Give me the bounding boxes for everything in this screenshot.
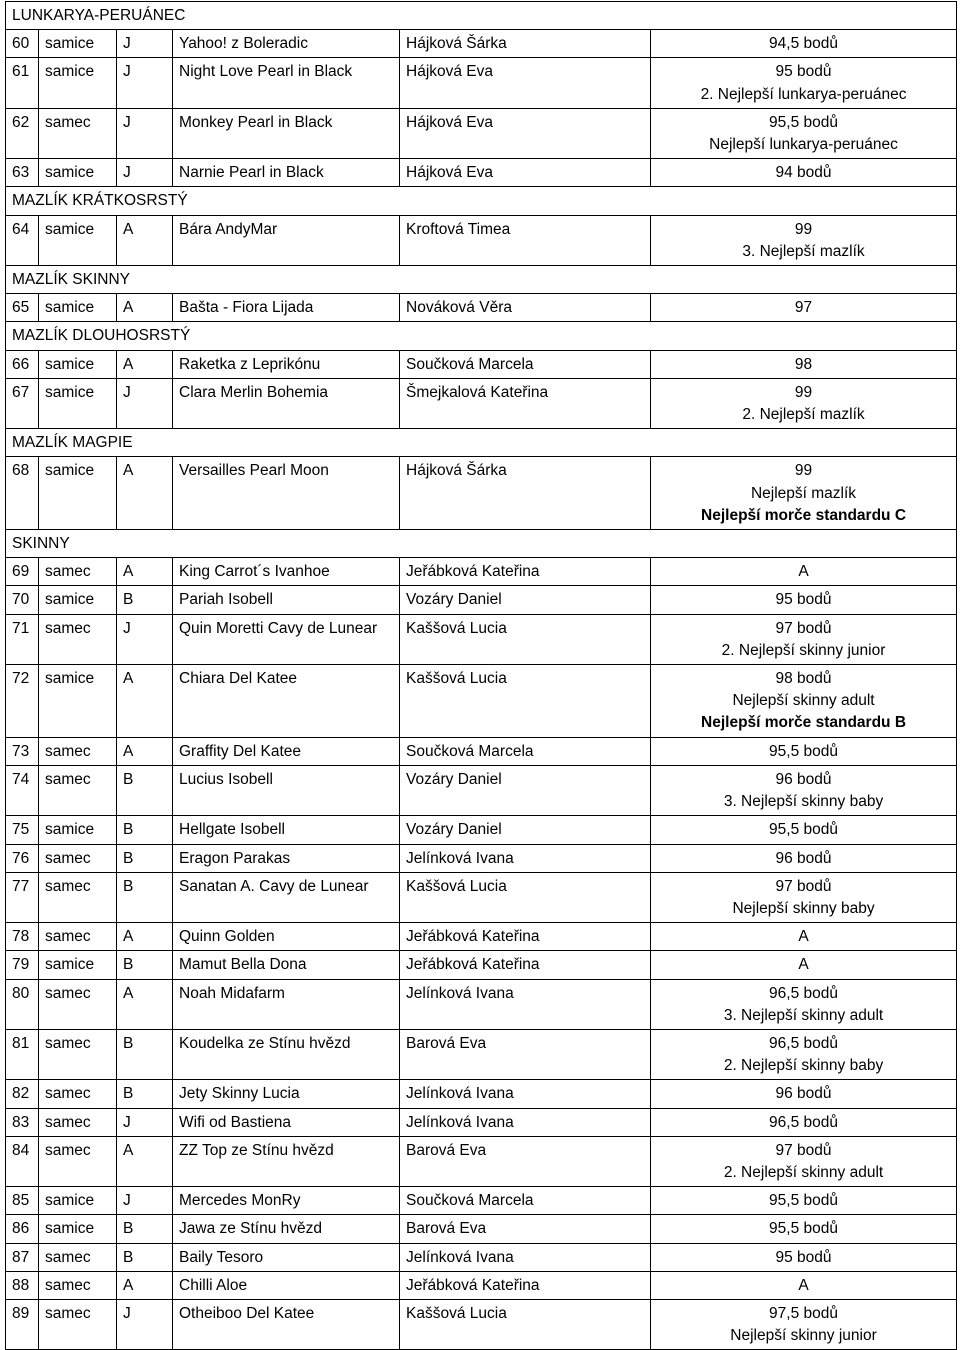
entry-award: 2. Nejlepší skinny baby [723,1057,884,1075]
entry-result [651,159,957,187]
entry-number: 75 [6,816,39,844]
entry-sex: samice [39,294,117,322]
table-row [6,979,957,1029]
entry-result [651,765,957,815]
entry-sex: samice [39,350,117,378]
entry-class: J [117,58,173,108]
entry-number: 74 [6,765,39,815]
table-row [6,108,957,158]
entry-result [651,872,957,922]
entry-animal-name: ZZ Top ze Stínu hvězd [173,1136,400,1186]
entry-sex: samec [39,765,117,815]
entry-animal-name: Clara Merlin Bohemia [173,378,400,428]
entry-animal-name: Quin Moretti Cavy de Lunear [173,614,400,664]
entry-owner: Kaššová Lucia [400,872,651,922]
entry-class: B [117,951,173,979]
table-row [6,457,957,530]
entry-score: 95,5 bodů [769,821,838,839]
entry-score: 99 [794,462,813,480]
entry-award: 3. Nejlepší skinny adult [723,1006,884,1024]
table-row [6,215,957,265]
entry-owner: Jelínková Ivana [400,844,651,872]
entry-number: 79 [6,951,39,979]
entry-result [651,457,957,530]
entry-result [651,844,957,872]
entry-animal-name: Raketka z Leprikónu [173,350,400,378]
entry-sex: samec [39,1243,117,1271]
entry-result [651,58,957,108]
entry-award: 3. Nejlepší mazlík [742,242,865,260]
section-header-row [6,530,957,558]
entry-score: 96 bodů [775,1085,832,1103]
entry-award: Nejlepší skinny junior [730,1327,877,1345]
entry-class: A [117,1136,173,1186]
entry-number: 72 [6,665,39,738]
entry-result [651,1080,957,1108]
entry-number: 83 [6,1108,39,1136]
entry-sex: samice [39,1215,117,1243]
entry-score: 96,5 bodů [769,984,838,1002]
entry-sex: samec [39,872,117,922]
entry-owner: Hájková Eva [400,108,651,158]
entry-class: J [117,1108,173,1136]
entry-number: 66 [6,350,39,378]
entry-class: A [117,923,173,951]
entry-number: 73 [6,737,39,765]
entry-number: 85 [6,1187,39,1215]
results-table [5,1,957,1350]
entry-result [651,979,957,1029]
entry-score: 97 bodů [775,877,832,895]
entry-number: 87 [6,1243,39,1271]
entry-sex: samice [39,215,117,265]
entry-result [651,1187,957,1215]
entry-result [651,1136,957,1186]
entry-score: 95,5 bodů [769,1192,838,1210]
table-row [6,1136,957,1186]
entry-class: J [117,1187,173,1215]
entry-award: 2. Nejlepší lunkarya-peruánec [700,85,907,103]
entry-score: 96 bodů [775,849,832,867]
table-row [6,844,957,872]
entry-number: 76 [6,844,39,872]
entry-owner: Vozáry Daniel [400,765,651,815]
entry-sex: samice [39,665,117,738]
entry-animal-name: Baily Tesoro [173,1243,400,1271]
entry-number: 86 [6,1215,39,1243]
entry-result [651,378,957,428]
entry-sex: samice [39,586,117,614]
entry-class: A [117,1271,173,1299]
table-row [6,665,957,738]
entry-owner: Jeřábková Kateřina [400,951,651,979]
entry-animal-name: Lucius Isobell [173,765,400,815]
entry-owner: Hájková Eva [400,159,651,187]
entry-result [651,614,957,664]
entry-class: B [117,872,173,922]
table-row [6,30,957,58]
entry-animal-name: Mamut Bella Dona [173,951,400,979]
table-row [6,872,957,922]
entry-owner: Součková Marcela [400,350,651,378]
entry-award: Nejlepší morče standardu C [701,506,907,524]
entry-sex: samec [39,1299,117,1349]
table-row [6,737,957,765]
entry-owner: Barová Eva [400,1029,651,1079]
entry-class: B [117,586,173,614]
table-row [6,923,957,951]
entry-number: 67 [6,378,39,428]
entry-result [651,1029,957,1079]
section-header-row [6,187,957,215]
entry-score: A [798,956,809,974]
entry-number: 60 [6,30,39,58]
entry-result [651,951,957,979]
entry-class: A [117,457,173,530]
entry-number: 81 [6,1029,39,1079]
entry-award: Nejlepší lunkarya-peruánec [709,136,898,154]
entry-owner: Hájková Šárka [400,30,651,58]
entry-sex: samice [39,58,117,108]
entry-award: 2. Nejlepší mazlík [742,406,865,424]
entry-owner: Barová Eva [400,1136,651,1186]
entry-score: 98 bodů [775,670,832,688]
entry-result [651,1243,957,1271]
entry-class: J [117,159,173,187]
entry-result [651,108,957,158]
entry-owner: Vozáry Daniel [400,816,651,844]
entry-result [651,923,957,951]
table-row [6,1187,957,1215]
entry-animal-name: Versailles Pearl Moon [173,457,400,530]
entry-number: 64 [6,215,39,265]
section-title: MAZLÍK DLOUHOSRSTÝ [6,322,957,350]
table-row [6,1243,957,1271]
entry-score: 96,5 bodů [769,1113,838,1131]
table-row [6,1271,957,1299]
table-row [6,1108,957,1136]
entry-number: 63 [6,159,39,187]
entry-animal-name: Bára AndyMar [173,215,400,265]
section-header-row [6,2,957,30]
entry-score: 97,5 bodů [769,1304,838,1322]
table-row [6,1299,957,1349]
entry-owner: Šmejkalová Kateřina [400,378,651,428]
entry-score: 97 [794,299,813,317]
section-title: MAZLÍK KRÁTKOSRSTÝ [6,187,957,215]
entry-animal-name: Chiara Del Katee [173,665,400,738]
entry-animal-name: Sanatan A. Cavy de Lunear [173,872,400,922]
entry-owner: Hájková Šárka [400,457,651,530]
entry-award: 3. Nejlepší skinny baby [723,793,884,811]
entry-sex: samec [39,844,117,872]
entry-score: 95,5 bodů [769,742,838,760]
entry-class: A [117,558,173,586]
entry-result [651,350,957,378]
section-title: MAZLÍK MAGPIE [6,429,957,457]
entry-score: 95 bodů [775,591,832,609]
entry-animal-name: King Carrot´s Ivanhoe [173,558,400,586]
entry-animal-name: Otheiboo Del Katee [173,1299,400,1349]
section-title: LUNKARYA-PERUÁNEC [6,2,957,30]
entry-score: 99 [794,220,813,238]
entry-number: 62 [6,108,39,158]
table-row [6,1215,957,1243]
table-row [6,159,957,187]
entry-result [651,737,957,765]
entry-owner: Jeřábková Kateřina [400,923,651,951]
entry-owner: Součková Marcela [400,1187,651,1215]
entry-class: A [117,294,173,322]
entry-owner: Nováková Věra [400,294,651,322]
entry-animal-name: Pariah Isobell [173,586,400,614]
entry-animal-name: Narnie Pearl in Black [173,159,400,187]
entry-number: 71 [6,614,39,664]
entry-score: 96,5 bodů [769,1034,838,1052]
entry-sex: samec [39,614,117,664]
entry-result [651,1271,957,1299]
entry-owner: Kroftová Timea [400,215,651,265]
entry-owner: Kaššová Lucia [400,1299,651,1349]
entry-number: 70 [6,586,39,614]
table-row [6,816,957,844]
entry-class: J [117,614,173,664]
entry-number: 69 [6,558,39,586]
entry-owner: Jelínková Ivana [400,1080,651,1108]
entry-animal-name: Mercedes MonRy [173,1187,400,1215]
entry-sex: samice [39,951,117,979]
entry-class: B [117,816,173,844]
entry-owner: Jelínková Ivana [400,1243,651,1271]
entry-number: 88 [6,1271,39,1299]
entry-sex: samice [39,30,117,58]
entry-score: A [798,1276,809,1294]
entry-result [651,30,957,58]
section-title: MAZLÍK SKINNY [6,266,957,294]
entry-sex: samec [39,979,117,1029]
entry-animal-name: Wifi od Bastiena [173,1108,400,1136]
table-row [6,378,957,428]
section-header-row [6,429,957,457]
entry-animal-name: Bašta - Fiora Lijada [173,294,400,322]
entry-number: 77 [6,872,39,922]
entry-animal-name: Quinn Golden [173,923,400,951]
entry-class: A [117,665,173,738]
table-row [6,765,957,815]
entry-award: Nejlepší skinny baby [732,899,875,917]
entry-sex: samice [39,159,117,187]
entry-owner: Barová Eva [400,1215,651,1243]
section-title: SKINNY [6,530,957,558]
entry-sex: samec [39,558,117,586]
table-row [6,614,957,664]
entry-result [651,665,957,738]
entry-class: A [117,737,173,765]
table-row [6,58,957,108]
entry-class: B [117,765,173,815]
entry-number: 65 [6,294,39,322]
entry-owner: Jeřábková Kateřina [400,558,651,586]
entry-award: Nejlepší morče standardu B [701,714,907,732]
entry-class: A [117,215,173,265]
entry-score: 97 bodů [775,619,832,637]
entry-class: A [117,350,173,378]
entry-sex: samec [39,108,117,158]
entry-number: 78 [6,923,39,951]
entry-number: 80 [6,979,39,1029]
entry-class: B [117,1029,173,1079]
entry-owner: Hájková Eva [400,58,651,108]
table-row [6,1029,957,1079]
entry-result [651,1108,957,1136]
entry-score: A [798,563,809,581]
entry-result [651,558,957,586]
entry-number: 68 [6,457,39,530]
entry-award: 2. Nejlepší skinny junior [721,641,886,659]
entry-sex: samec [39,737,117,765]
entry-animal-name: Chilli Aloe [173,1271,400,1299]
entry-result [651,1299,957,1349]
table-row [6,558,957,586]
entry-animal-name: Yahoo! z Boleradic [173,30,400,58]
entry-owner: Součková Marcela [400,737,651,765]
entry-animal-name: Koudelka ze Stínu hvězd [173,1029,400,1079]
entry-award: 2. Nejlepší skinny adult [723,1163,884,1181]
entry-owner: Jeřábková Kateřina [400,1271,651,1299]
entry-result [651,294,957,322]
entry-score: A [798,928,809,946]
entry-result [651,1215,957,1243]
entry-owner: Jelínková Ivana [400,979,651,1029]
entry-sex: samec [39,1029,117,1079]
table-row [6,350,957,378]
entry-owner: Jelínková Ivana [400,1108,651,1136]
entry-number: 89 [6,1299,39,1349]
entry-score: 95 bodů [775,1248,832,1266]
table-row [6,294,957,322]
entry-animal-name: Jety Skinny Lucia [173,1080,400,1108]
entry-sex: samec [39,923,117,951]
entry-score: 98 [794,355,813,373]
entry-class: J [117,378,173,428]
entry-animal-name: Eragon Parakas [173,844,400,872]
entry-score: 95,5 bodů [769,113,838,131]
entry-owner: Vozáry Daniel [400,586,651,614]
entry-class: J [117,108,173,158]
entry-sex: samec [39,1136,117,1186]
entry-owner: Kaššová Lucia [400,614,651,664]
entry-sex: samice [39,1187,117,1215]
entry-sex: samec [39,1271,117,1299]
table-row [6,951,957,979]
table-row [6,1080,957,1108]
entry-animal-name: Jawa ze Stínu hvězd [173,1215,400,1243]
entry-score: 95 bodů [775,63,832,81]
entry-result [651,586,957,614]
entry-class: J [117,1299,173,1349]
entry-class: B [117,1080,173,1108]
entry-animal-name: Noah Midafarm [173,979,400,1029]
entry-animal-name: Graffity Del Katee [173,737,400,765]
entry-animal-name: Monkey Pearl in Black [173,108,400,158]
entry-sex: samec [39,1108,117,1136]
entry-result [651,816,957,844]
section-header-row [6,266,957,294]
entry-score: 94 bodů [775,164,832,182]
entry-owner: Kaššová Lucia [400,665,651,738]
entry-class: B [117,1243,173,1271]
entry-number: 61 [6,58,39,108]
entry-award: Nejlepší skinny adult [732,692,875,710]
table-row [6,586,957,614]
entry-score: 96 bodů [775,770,832,788]
entry-number: 84 [6,1136,39,1186]
entry-class: J [117,30,173,58]
entry-sex: samec [39,1080,117,1108]
entry-score: 95,5 bodů [769,1220,838,1238]
entry-score: 99 [794,383,813,401]
section-header-row [6,322,957,350]
entry-sex: samice [39,816,117,844]
entry-class: A [117,979,173,1029]
entry-result [651,215,957,265]
entry-award: Nejlepší mazlík [750,484,857,502]
entry-sex: samice [39,378,117,428]
entry-score: 97 bodů [775,1141,832,1159]
entry-sex: samice [39,457,117,530]
entry-animal-name: Night Love Pearl in Black [173,58,400,108]
entry-class: B [117,844,173,872]
entry-score: 94,5 bodů [769,35,838,53]
entry-class: B [117,1215,173,1243]
entry-animal-name: Hellgate Isobell [173,816,400,844]
entry-number: 82 [6,1080,39,1108]
